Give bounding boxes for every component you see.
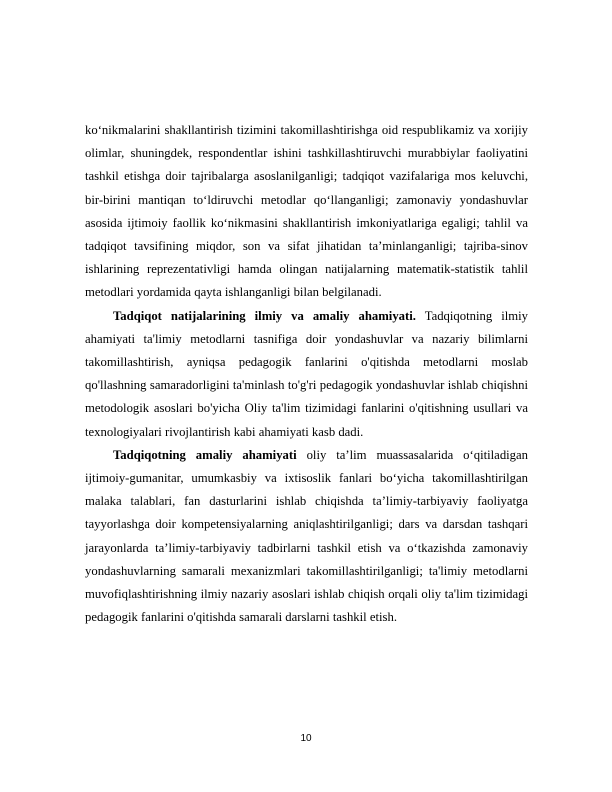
paragraph-practical-significance bbox=[85, 444, 528, 630]
paragraph-heading: Tadqiqot natijalarining ilmiy va amaliy ahamiyati. bbox=[113, 308, 416, 323]
page-number: 10 bbox=[300, 733, 312, 744]
paragraph-continuation bbox=[85, 119, 528, 305]
paragraph-heading: Tadqiqotning amaliy ahamiyati bbox=[113, 447, 297, 462]
paragraph-text: Tadqiqotning ilmiy ahamiyati ta'limiy metodlarni tasnifiga doir yondashuvlar va nazariy bilimlarni takomillashtirish, ayniqsa pedagogik fanlarini o'qitishda metodlarni moslab qo'llashning samaradorligini ta'minlash to'g'ri pedagogik yondashuvlar ishlab chiqishni metodologik asoslari bo'yicha Oliy ta'lim tizimidagi fanlarini o'qitishning usullari va texnologiyalari rivojlantirish kabi ahamiyati kasb dadi. bbox=[85, 308, 528, 439]
paragraph-text: ko‘nikmalarini shakllantirish tizimini takomillashtirishga oid respublikamiz va xorijiy olimlar, shuningdek, respondentlar ishini tashkillashtiruvchi murabbiylar faoliyatini tashkil etishga doir tajribalarga asoslanilganligi; tadqiqot vazifalariga mos keluvchi, bir-birini mantiqan to‘ldiruvchi metodlar qo‘llanganligi; zamonaviy yondashuvlar asosida ijtimoiy faollik ko‘nikmasini shakllantirish imkoniyatlariga egaligi; tahlil va tadqiqot tavsifining miqdor, son va sifat jihatidan ta’minlanganligi; tajriba-sinov ishlarining reprezentativligi hamda olingan natijalarning matematik-statistik tahlil metodlari yordamida qayta ishlanganligi bilan belgilanadi. bbox=[85, 123, 528, 300]
document-body bbox=[85, 119, 528, 629]
paragraph-text: oliy ta’lim muassasalarida o‘qitiladigan ijtimoiy-gumanitar, umumkasbiy va ixtisoslik fanlari bo‘yicha takomillashtirilgan malaka talablari, fan dasturlarini ishlab chiqishda ta’limiy-tarbiyaviy faoliyatga tayyorlashga doir kompetensiyalarning aniqlashtirilganligi; dars va darsdan tashqari jarayonlarda ta’limiy-tarbiyaviy tadbirlarni tashkil etish va o‘tkazishda zamonaviy yondashuvlarning samarali mexanizmlari takomillashtirilganligi; ta'limiy metodlarni muvofiqlashtirishning ilmiy nazariy asoslari ishlab chiqish orqali oliy ta'lim tizimidagi pedagogik fanlarini o'qitishda samarali darslarni tashkil etish. bbox=[85, 447, 529, 625]
paragraph-scientific-significance bbox=[85, 305, 528, 444]
